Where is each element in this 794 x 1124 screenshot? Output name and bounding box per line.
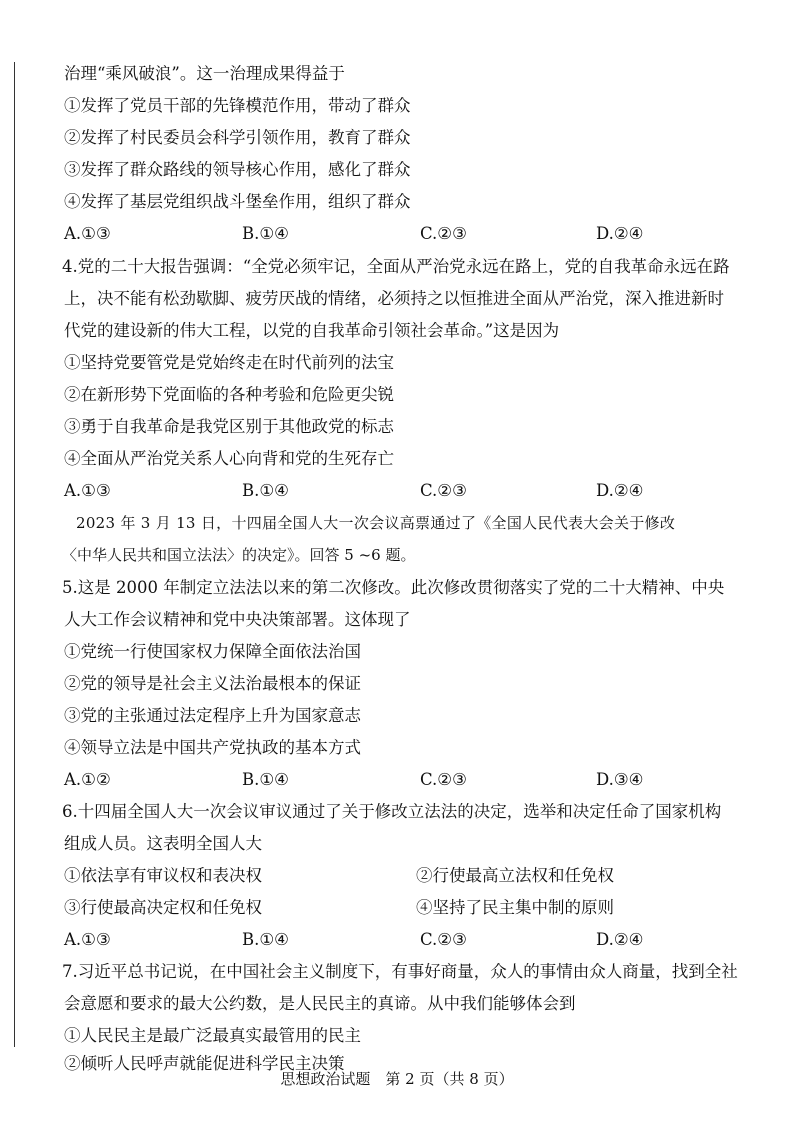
q3-answer-d: D.②④: [596, 224, 644, 243]
q7-stem-line-1: 7.习近平总书记说，在中国社会主义制度下，有事好商量，众人的事情由众人商量，找到全社: [62, 962, 738, 981]
q3-option-4: ④发挥了基层党组织战斗堡垒作用，组织了群众: [64, 192, 411, 211]
q3-option-1: ①发挥了党员干部的先锋模范作用，带动了群众: [64, 96, 411, 115]
q6-answer-c: C.②③: [420, 930, 467, 949]
q6-answer-a: A.①③: [64, 930, 111, 949]
q3-answer-b: B.①④: [242, 224, 289, 243]
q3-option-3: ③发挥了群众路线的领导核心作用，感化了群众: [64, 160, 411, 179]
q4-option-2: ②在新形势下党面临的各种考验和危险更尖锐: [64, 385, 394, 404]
q5-stem-line-1: 5.这是 2000 年制定立法法以来的第二次修改。此次修改贯彻落实了党的二十大精神、中央: [62, 578, 725, 597]
q7-option-2: ②倾听人民呼声就能促进科学民主决策: [64, 1054, 345, 1073]
q4-option-4: ④全面从严治党关系人心向背和党的生死存亡: [64, 449, 394, 468]
q5-option-4: ④领导立法是中国共产党执政的基本方式: [64, 738, 361, 757]
q6-option-2: ②行使最高立法权和任免权: [416, 866, 614, 885]
material-intro-line-1: 2023 年 3 月 13 日，十四届全国人大一次会议高票通过了《全国人民代表大会关于修改: [76, 514, 676, 532]
q5-answer-d: D.③④: [596, 770, 644, 789]
q4-stem-line-2: 上，决不能有松劲歇脚、疲劳厌战的情绪，必须持之以恒推进全面从严治党，深入推进新时: [64, 289, 724, 308]
q6-option-3: ③行使最高决定权和任免权: [64, 898, 262, 917]
q4-answer-a: A.①③: [64, 481, 111, 500]
q5-option-3: ③党的主张通过法定程序上升为国家意志: [64, 706, 361, 725]
q5-stem-line-2: 人大工作会议精神和党中央决策部署。这体现了: [64, 610, 411, 629]
q5-answer-a: A.①②: [64, 770, 111, 789]
q4-stem-line-1: 4.党的二十大报告强调：“全党必须牢记，全面从严治党永远在路上，党的自我革命永远在路: [62, 257, 730, 276]
q6-answer-d: D.②④: [596, 930, 644, 949]
material-intro-line-2: 〈中华人民共和国立法法〉的决定》。回答 5 ~6 题。: [62, 546, 416, 564]
q5-option-2: ②党的领导是社会主义法治最根本的保证: [64, 674, 361, 693]
q4-answer-d: D.②④: [596, 481, 644, 500]
q4-answer-c: C.②③: [420, 481, 467, 500]
q6-option-1: ①依法享有审议权和表决权: [64, 866, 262, 885]
margin-line: [14, 62, 15, 1047]
q5-answer-c: C.②③: [420, 770, 467, 789]
q3-stem-line: 治理“乘风破浪”。这一治理成果得益于: [64, 64, 345, 83]
q6-answer-b: B.①④: [242, 930, 289, 949]
q7-stem-line-2: 会意愿和要求的最大公约数，是人民民主的真谛。从中我们能够体会到: [64, 994, 576, 1013]
q3-answer-a: A.①③: [64, 224, 111, 243]
q6-option-4: ④坚持了民主集中制的原则: [416, 898, 614, 917]
q6-stem-line-2: 组成人员。这表明全国人大: [64, 834, 262, 853]
q4-stem-line-3: 代党的建设新的伟大工程，以党的自我革命引领社会革命。”这是因为: [64, 321, 560, 340]
q3-option-2: ②发挥了村民委员会科学引领作用，教育了群众: [64, 128, 411, 147]
q4-answer-b: B.①④: [242, 481, 289, 500]
q5-answer-b: B.①④: [242, 770, 289, 789]
q7-option-1: ①人民民主是最广泛最真实最管用的民主: [64, 1026, 361, 1045]
q5-option-1: ①党统一行使国家权力保障全面依法治国: [64, 642, 361, 661]
q4-option-3: ③勇于自我革命是我党区别于其他政党的标志: [64, 417, 394, 436]
q3-answer-c: C.②③: [420, 224, 467, 243]
page-footer: 思想政治试题 第 2 页（共 8 页）: [280, 1070, 514, 1088]
q4-option-1: ①坚持党要管党是党始终走在时代前列的法宝: [64, 353, 394, 372]
q6-stem-line-1: 6.十四届全国人大一次会议审议通过了关于修改立法法的决定，选举和决定任命了国家机构: [62, 802, 722, 821]
